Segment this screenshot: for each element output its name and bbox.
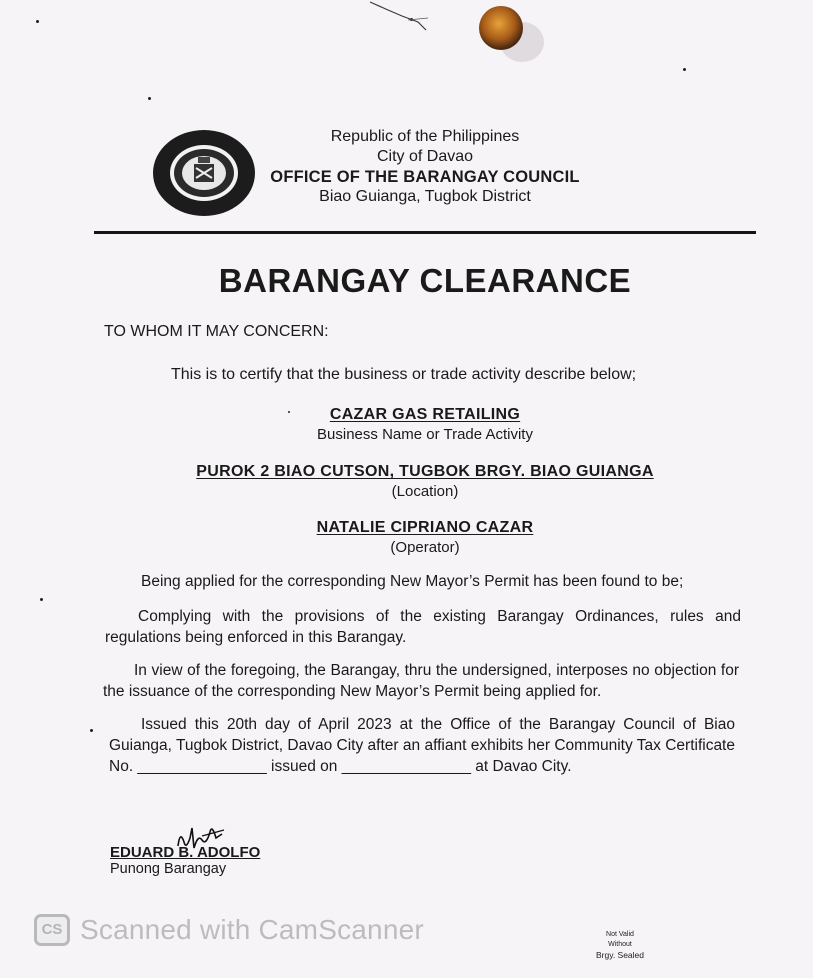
header-divider xyxy=(94,231,756,234)
dust-speck xyxy=(90,729,93,732)
location-block xyxy=(0,463,813,500)
salutation: TO WHOM IT MAY CONCERN: xyxy=(104,323,329,340)
validity-note xyxy=(588,930,652,960)
location-caption: (Location) xyxy=(391,483,459,500)
business-name-block xyxy=(0,406,813,443)
document-title: BARANGAY CLEARANCE xyxy=(218,262,632,299)
office-line: OFFICE OF THE BARANGAY COUNCIL xyxy=(270,168,580,186)
operator-caption: (Operator) xyxy=(390,539,460,556)
signatory-name: EDUARD B. ADOLFO xyxy=(110,844,261,861)
validity-line-3: Brgy. Sealed xyxy=(595,950,645,960)
dust-speck xyxy=(148,97,151,100)
davao-city-seal xyxy=(150,128,258,218)
operator-name: NATALIE CIPRIANO CAZAR xyxy=(316,519,534,536)
barangay-line: Biao Guianga, Tugbok District xyxy=(319,188,531,205)
business-name-caption: Business Name or Trade Activity xyxy=(317,426,533,443)
document-header xyxy=(250,127,600,207)
signatory-title: Punong Barangay xyxy=(110,861,227,877)
camscanner-watermark: Scanned with CamScanner xyxy=(80,914,424,945)
business-location: PUROK 2 BIAO CUTSON, TUGBOK BRGY. BIAO GUIANGA xyxy=(196,463,654,480)
paragraph-issued: Issued this 20th day of April 2023 at the Office of the Barangay Council of Biao Guianga, Tugbok District, Davao City after an affiant exhibits her Community Tax Certificate No. _______________ issued on _______________ at Davao City. xyxy=(109,716,735,775)
certify-line: This is to certify that the business or trade activity describe below; xyxy=(171,366,637,383)
paragraph-complying: Complying with the provisions of the existing Barangay Ordinances, rules and regulations being enforced in this Barangay. xyxy=(105,608,741,646)
paragraph-foregoing: In view of the foregoing, the Barangay, thru the undersigned, interposes no objection for the issuance of the corresponding New Mayor’s Permit being applied for. xyxy=(103,662,739,700)
business-name: CAZAR GAS RETAILING xyxy=(329,406,521,423)
camscanner-logo-icon: CS xyxy=(34,914,70,946)
pushpin-icon xyxy=(479,6,523,50)
validity-line-2: Without xyxy=(608,941,632,948)
city-line: City of Davao xyxy=(376,148,474,165)
validity-line-1: Not Valid xyxy=(606,931,634,938)
dust-speck xyxy=(36,20,39,23)
operator-block xyxy=(0,519,813,556)
dust-speck xyxy=(40,598,43,601)
republic-line: Republic of the Philippines xyxy=(330,128,520,145)
paper-crease xyxy=(368,0,438,32)
dust-speck xyxy=(683,68,686,71)
paragraph-applied: Being applied for the corresponding New Mayor’s Permit has been found to be; xyxy=(141,573,684,590)
